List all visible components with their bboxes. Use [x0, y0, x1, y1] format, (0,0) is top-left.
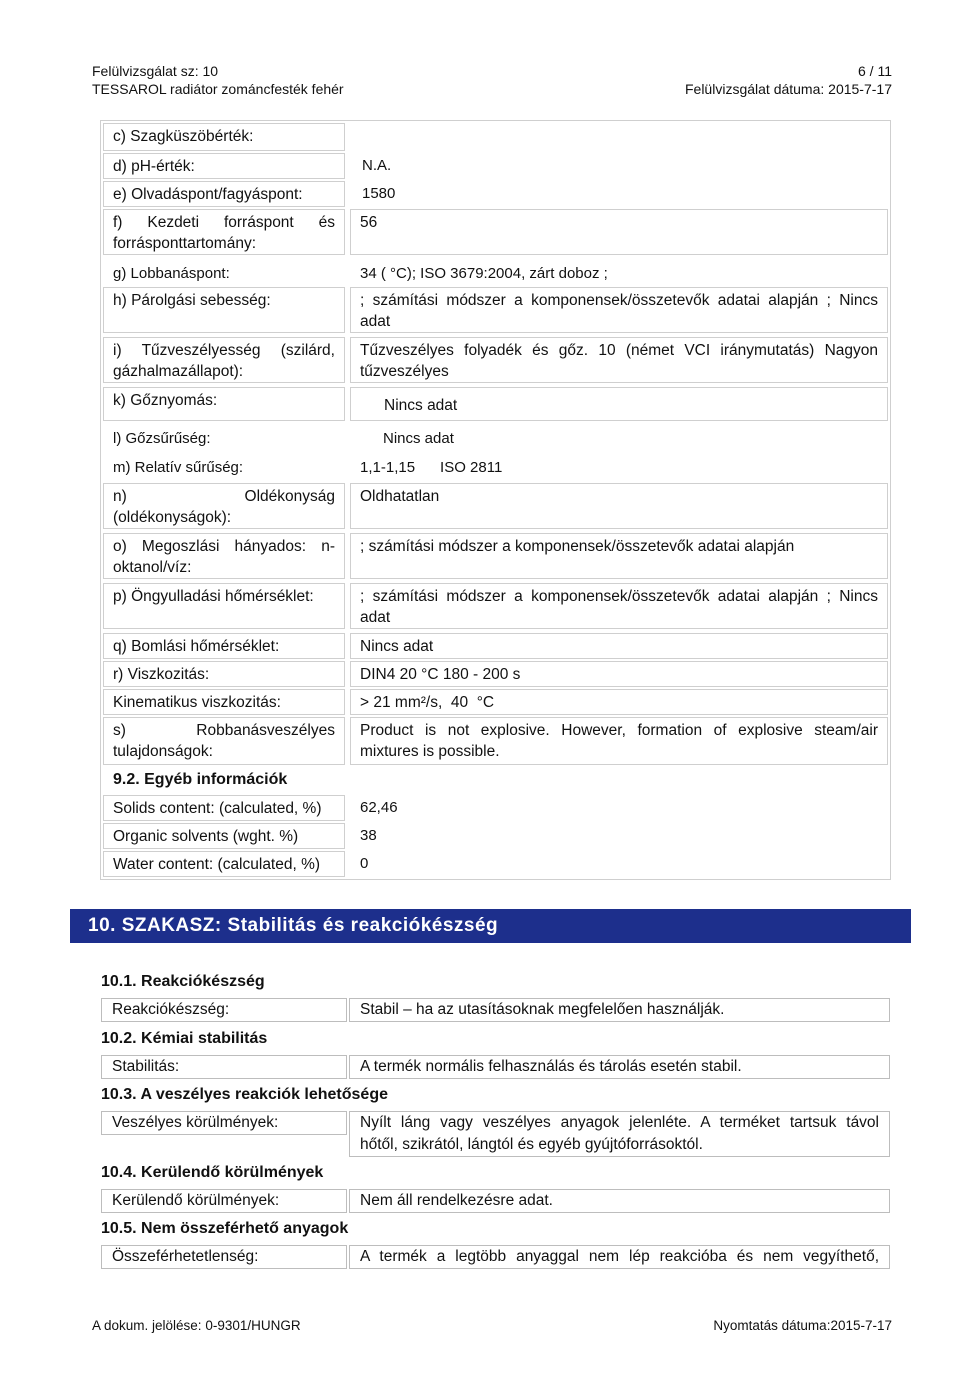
hazardous-conditions-value-line2: hőtől, szikrától, lángtól és egyéb gyújtóforrásoktól.	[360, 1136, 703, 1153]
product-name: TESSAROL radiátor zománcfesték fehér	[92, 81, 344, 97]
stability-value: A termék normális felhasználás és tárolás esetén stabil.	[349, 1055, 890, 1079]
evaporation-rate-value-line2: adat	[360, 313, 391, 330]
solubility-label	[103, 483, 345, 529]
chemical-stability-heading: 10.2. Kémiai stabilitás	[101, 1030, 268, 1047]
revision-date: Felülvizsgálat dátuma: 2015-7-17	[684, 81, 892, 97]
vapour-density-label: l) Gőzsűrűség:	[113, 430, 211, 447]
incompatibility-value	[349, 1245, 890, 1269]
solids-content-label: Solids content: (calculated, %)	[103, 795, 345, 821]
vapour-pressure-label: k) Gőznyomás:	[103, 387, 345, 421]
organic-solvents-label: Organic solvents (wght. %)	[103, 823, 345, 849]
water-content-label: Water content: (calculated, %)	[103, 851, 345, 877]
boiling-point-value: 56	[350, 209, 888, 255]
hazardous-conditions-label: Veszélyes körülmények:	[101, 1111, 347, 1135]
odour-threshold-label: c) Szagküszöbérték:	[103, 123, 345, 151]
vapour-density-value: Nincs adat	[383, 430, 454, 447]
evaporation-rate-value-line1: ; számítási módszer a komponensek/összetevők adatai alapján ; Nincs	[360, 292, 878, 309]
organic-solvents-value: 38	[360, 827, 377, 844]
reactivity-heading: 10.1. Reakciókészség	[101, 973, 265, 990]
reactivity-value: Stabil – ha az utasításoknak megfelelően használják.	[349, 998, 890, 1022]
partition-coefficient-label-line1: o) Megoszlási hányados: n-	[113, 538, 335, 555]
relative-density-label: m) Relatív sűrűség:	[113, 459, 244, 476]
evaporation-rate-label: h) Párolgási sebesség:	[103, 287, 345, 333]
flash-point-label: g) Lobbanáspont:	[113, 265, 230, 282]
decomposition-temp-value: Nincs adat	[350, 633, 888, 659]
boiling-point-label	[103, 209, 345, 255]
hazardous-reactions-heading: 10.3. A veszélyes reakciók lehetősége	[101, 1086, 388, 1103]
viscosity-value: DIN4 20 °C 180 - 200 s	[350, 661, 888, 687]
reactivity-label: Reakciókészség:	[101, 998, 347, 1022]
hazardous-conditions-value-line1: Nyílt láng vagy veszélyes anyagok jelenléte. A terméket tartsuk távol	[360, 1114, 879, 1131]
conditions-to-avoid-heading: 10.4. Kerülendő körülmények	[101, 1164, 324, 1181]
partition-coefficient-label-line2: oktanol/víz:	[113, 559, 192, 576]
flash-point-value: 34 ( °C); ISO 3679:2004, zárt doboz ;	[360, 265, 608, 282]
flammability-label-line2: gázhalmazállapot):	[113, 363, 244, 380]
explosive-properties-label-line2: tulajdonságok:	[113, 743, 213, 760]
autoignition-value-line1: ; számítási módszer a komponensek/összetevők adatai alapján ; Nincs	[360, 588, 878, 605]
flammability-label	[103, 337, 345, 383]
flammability-value-line1: Tűzveszélyes folyadék és gőz. 10 (német VCI iránymutatás) Nagyon	[360, 342, 878, 359]
other-information-heading: 9.2. Egyéb információk	[113, 771, 288, 788]
evaporation-rate-value	[350, 287, 888, 333]
solids-content-value: 62,46	[360, 799, 398, 816]
kinematic-viscosity-label: Kinematikus viszkozitás:	[103, 689, 345, 715]
decomposition-temp-label: q) Bomlási hőmérséklet:	[103, 633, 345, 659]
relative-density-value: 1,1-1,15 ISO 2811	[360, 459, 503, 476]
vapour-pressure-value: Nincs adat	[350, 387, 888, 421]
boiling-point-label-line2: forrásponttartomány:	[113, 235, 257, 252]
water-content-value: 0	[360, 855, 369, 872]
boiling-point-label-line1: f) Kezdeti forráspont és	[113, 214, 335, 231]
revision-number: Felülvizsgálat sz: 10	[92, 63, 219, 79]
ph-value: N.A.	[362, 157, 392, 174]
partition-coefficient-label	[103, 533, 345, 579]
hazardous-conditions-value	[349, 1111, 890, 1157]
kinematic-viscosity-value: > 21 mm²/s, 40 °C	[350, 689, 888, 715]
document-id: A dokum. jelölése: 0-9301/HUNGR	[92, 1318, 301, 1333]
solubility-label-line2: (oldékonyságok):	[113, 509, 232, 526]
print-date: Nyomtatás dátuma:2015-7-17	[713, 1318, 892, 1333]
flammability-value-line2: tűzveszélyes	[360, 363, 449, 380]
section-10-title: 10. SZAKASZ: Stabilitás és reakciókészség	[70, 909, 911, 943]
conditions-to-avoid-value: Nem áll rendelkezésre adat.	[349, 1189, 890, 1213]
explosive-properties-value-line2: mixtures is possible.	[360, 743, 500, 760]
incompatible-materials-heading: 10.5. Nem összeférhető anyagok	[101, 1220, 349, 1237]
flammability-label-line1: i) Tűzveszélyesség (szilárd,	[113, 342, 335, 359]
explosive-properties-label-line1: s) Robbanásveszélyes	[113, 722, 335, 739]
solubility-label-line1: n) Oldékonyság	[113, 488, 335, 505]
incompatibility-label: Összeférhetetlenség:	[101, 1245, 347, 1269]
autoignition-label: p) Öngyulladási hőmérséklet:	[103, 583, 345, 629]
explosive-properties-value-line1: Product is not explosive. However, formation of explosive steam/air	[360, 722, 878, 739]
flammability-value	[350, 337, 888, 383]
melting-point-value: 1580	[362, 185, 396, 202]
conditions-to-avoid-label: Kerülendő körülmények:	[101, 1189, 347, 1213]
viscosity-label: r) Viszkozitás:	[103, 661, 345, 687]
autoignition-value-line2: adat	[360, 609, 391, 626]
explosive-properties-label	[103, 717, 345, 765]
ph-label: d) pH-érték:	[103, 153, 345, 179]
partition-coefficient-value: ; számítási módszer a komponensek/összetevők adatai alapján	[350, 533, 888, 579]
page-number: 6 / 11	[858, 63, 892, 79]
melting-point-label: e) Olvadáspont/fagyáspont:	[103, 181, 345, 207]
incompatibility-value-text: A termék a legtöbb anyaggal nem lép reakcióba és nem vegyíthető,	[360, 1248, 879, 1265]
stability-label: Stabilitás:	[101, 1055, 347, 1079]
autoignition-value	[350, 583, 888, 629]
solubility-value: Oldhatatlan	[350, 483, 888, 529]
explosive-properties-value	[350, 717, 888, 765]
